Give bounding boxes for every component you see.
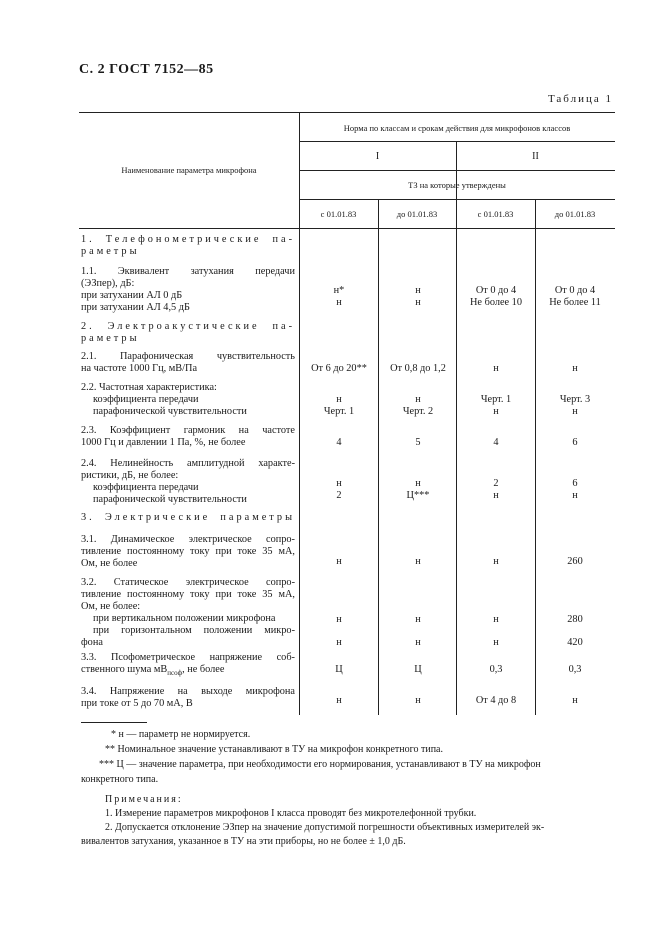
param-line: фона bbox=[81, 637, 103, 648]
value-cell: 0,3 bbox=[568, 664, 582, 675]
footnote: ** Номинальное значение устанавливают в ТУ на микрофон конкретного типа. bbox=[105, 744, 443, 755]
param-header: Наименование параметра микрофона bbox=[121, 165, 257, 175]
footnote: * н — параметр не нормируется. bbox=[111, 729, 251, 740]
value-cell bbox=[535, 285, 615, 309]
param-name bbox=[81, 512, 295, 524]
value-cell bbox=[299, 478, 379, 502]
value-cell: н bbox=[493, 556, 499, 567]
value-cell: н bbox=[572, 363, 578, 374]
page-header: С. 2 ГОСТ 7152—85 bbox=[79, 62, 214, 77]
value-cell bbox=[299, 394, 379, 418]
value: От 0 до 4 bbox=[475, 285, 517, 296]
value: н bbox=[415, 394, 421, 405]
value-cell bbox=[535, 394, 615, 418]
value: н* bbox=[333, 285, 345, 296]
param-line: 3.2. Статическое электрическое сопро- bbox=[81, 577, 295, 588]
value: н bbox=[415, 478, 421, 489]
value-cell bbox=[378, 394, 458, 418]
param-line-tail: , не более bbox=[182, 664, 225, 675]
param-line: парафонической чувствительности bbox=[93, 494, 247, 505]
footnote: *** Ц — значение параметра, при необходимости его нормирования, устанавливают в ТУ на микрофон bbox=[99, 759, 541, 770]
value-cell bbox=[378, 478, 458, 502]
param-name bbox=[81, 234, 295, 258]
from-date-header-1: с 01.01.83 bbox=[320, 209, 357, 219]
value-cell: От 0,8 до 1,2 bbox=[390, 363, 446, 374]
value: Черт. 3 bbox=[559, 394, 591, 405]
value-cell bbox=[456, 285, 536, 309]
param-name bbox=[81, 577, 295, 649]
value: н bbox=[493, 490, 499, 501]
until-date-header-2: до 01.01.83 bbox=[554, 209, 596, 219]
value: Черт. 2 bbox=[402, 406, 434, 417]
param-line: Ом, не более bbox=[81, 558, 138, 569]
value: н bbox=[415, 285, 421, 296]
value-cell: 260 bbox=[567, 556, 583, 567]
notes bbox=[81, 793, 616, 849]
notes-title: Примечания: bbox=[105, 794, 183, 805]
value-cell: н bbox=[415, 695, 421, 706]
value: н bbox=[493, 614, 499, 625]
value: Черт. 1 bbox=[323, 406, 355, 417]
footnotes bbox=[81, 727, 616, 787]
value-cell: От 4 до 8 bbox=[475, 695, 517, 706]
footnote-separator bbox=[81, 722, 147, 723]
value: Ц*** bbox=[406, 490, 430, 501]
param-line: на частоте 1000 Гц, мВ/Па bbox=[81, 363, 198, 374]
param-line: 2.3. Коэффициент гармоник на частоте bbox=[81, 425, 295, 436]
note-item: 2. Допускается отклонение ЭЗпер на значение допустимой погрешности объективных измерителей эк- bbox=[105, 822, 545, 833]
param-name bbox=[81, 382, 295, 418]
value-cell: От 6 до 20** bbox=[311, 363, 367, 374]
value-cell bbox=[378, 608, 458, 654]
value-cell: Ц bbox=[414, 664, 422, 675]
value: 420 bbox=[567, 637, 583, 648]
until-date-header-1: до 01.01.83 bbox=[396, 209, 438, 219]
param-line: Ом, не более: bbox=[81, 601, 141, 612]
value-cell: н bbox=[572, 695, 578, 706]
param-line: ристики, дБ, не более: bbox=[81, 470, 179, 481]
tz-header: ТЗ на которые утверждены bbox=[408, 180, 506, 190]
param-line: (ЭЗпер), дБ: bbox=[81, 278, 135, 289]
param-line: при горизонтальном положении микро- bbox=[93, 625, 295, 636]
value-cell: Ц bbox=[335, 664, 343, 675]
from-date-header-2: с 01.01.83 bbox=[477, 209, 514, 219]
param-line: раметры bbox=[81, 246, 140, 257]
class-2-header: II bbox=[532, 151, 539, 162]
param-line: 2.1. Парафоническая чувствительность bbox=[81, 351, 295, 362]
param-line: 2.4. Нелинейность амплитудной характе- bbox=[81, 458, 295, 469]
table-label: Таблица 1 bbox=[547, 93, 613, 105]
value: Черт. 1 bbox=[480, 394, 512, 405]
param-line: при токе от 5 до 70 мА, В bbox=[81, 698, 193, 709]
value-cell: 6 bbox=[572, 437, 578, 448]
value-cell bbox=[378, 285, 458, 309]
table-top-rule bbox=[79, 112, 615, 113]
param-line: 3.4. Напряжение на выходе микрофона bbox=[81, 686, 295, 697]
value: н bbox=[336, 297, 342, 308]
param-line: 3.1. Динамическое электрическое сопро- bbox=[81, 534, 295, 545]
value: н bbox=[572, 490, 578, 501]
param-name bbox=[81, 321, 295, 345]
value: 280 bbox=[567, 614, 583, 625]
param-name bbox=[81, 458, 295, 506]
value: н bbox=[493, 637, 499, 648]
param-line: 1000 Гц и давлении 1 Па, %, не более bbox=[81, 437, 246, 448]
note-item: 1. Измерение параметров микрофонов I класса проводят без микротелефонной трубки. bbox=[105, 808, 477, 819]
param-line: тивление постоянному току при токе 35 мА, bbox=[81, 546, 295, 557]
header-rule-2 bbox=[299, 170, 615, 171]
value-cell bbox=[456, 608, 536, 654]
value-cell bbox=[456, 394, 536, 418]
value: н bbox=[415, 614, 421, 625]
value-cell: 5 bbox=[415, 437, 421, 448]
value-cell: 0,3 bbox=[489, 664, 503, 675]
value: н bbox=[415, 637, 421, 648]
value: Не более 10 bbox=[470, 297, 522, 308]
param-line: парафонической чувствительности bbox=[93, 406, 247, 417]
value: 6 bbox=[572, 478, 578, 489]
value: н bbox=[336, 478, 342, 489]
norm-header: Норма по классам и срокам действия для микрофонов классов bbox=[343, 123, 571, 133]
value-cell: 4 bbox=[336, 437, 342, 448]
subscript: псоф bbox=[167, 669, 183, 678]
value-cell: н bbox=[336, 556, 342, 567]
param-line: при затухании АЛ 4,5 дБ bbox=[81, 302, 190, 313]
param-name bbox=[81, 686, 295, 710]
param-name bbox=[81, 266, 295, 314]
value: н bbox=[572, 406, 578, 417]
value-cell bbox=[299, 285, 379, 309]
value: 2 bbox=[493, 478, 499, 489]
value: Не более 11 bbox=[549, 297, 601, 308]
value-cell: н bbox=[415, 556, 421, 567]
value-cell bbox=[299, 608, 379, 654]
param-line: при вертикальном положении микрофона bbox=[93, 613, 276, 624]
header-rule-3 bbox=[299, 199, 615, 200]
value: н bbox=[336, 394, 342, 405]
header-rule-1 bbox=[299, 141, 615, 142]
value-cell bbox=[535, 608, 615, 654]
value: 2 bbox=[336, 490, 342, 501]
param-line: 2.2. Частотная характеристика: bbox=[81, 382, 217, 393]
param-line: тивление постоянному току при токе 35 мА, bbox=[81, 589, 295, 600]
param-line: 1. Телефонометрические па- bbox=[81, 234, 295, 245]
param-name bbox=[81, 351, 295, 375]
param-line: коэффициента передачи bbox=[93, 482, 199, 493]
class-1-header: I bbox=[375, 151, 380, 162]
param-line: коэффициента передачи bbox=[93, 394, 199, 405]
value-cell bbox=[535, 478, 615, 502]
note-item: вивалентов затухания, указанное в ТУ на эти приборы, но не более ± 1,0 дБ. bbox=[81, 836, 406, 847]
param-line bbox=[81, 664, 295, 679]
value: н bbox=[415, 297, 421, 308]
param-line: при затухании АЛ 0 дБ bbox=[81, 290, 183, 301]
value-cell: н bbox=[336, 695, 342, 706]
value-cell: 4 bbox=[493, 437, 499, 448]
param-name bbox=[81, 534, 295, 570]
param-line: 3. Электрические параметры bbox=[81, 512, 295, 523]
value: н bbox=[336, 637, 342, 648]
param-name bbox=[81, 652, 295, 679]
param-line-text: ственного шума мВ bbox=[81, 664, 168, 675]
value-cell bbox=[456, 478, 536, 502]
param-line: раметры bbox=[81, 333, 140, 344]
value: От 0 до 4 bbox=[554, 285, 596, 296]
param-line: 2. Электроакустические па- bbox=[81, 321, 295, 332]
value-cell: н bbox=[493, 363, 499, 374]
param-line: 1.1. Эквивалент затухания передачи bbox=[81, 266, 295, 277]
value: н bbox=[493, 406, 499, 417]
footnote: конкретного типа. bbox=[81, 774, 159, 785]
value: н bbox=[336, 614, 342, 625]
param-name bbox=[81, 425, 295, 449]
param-line: 3.3. Псофометрическое напряжение соб- bbox=[81, 652, 295, 663]
